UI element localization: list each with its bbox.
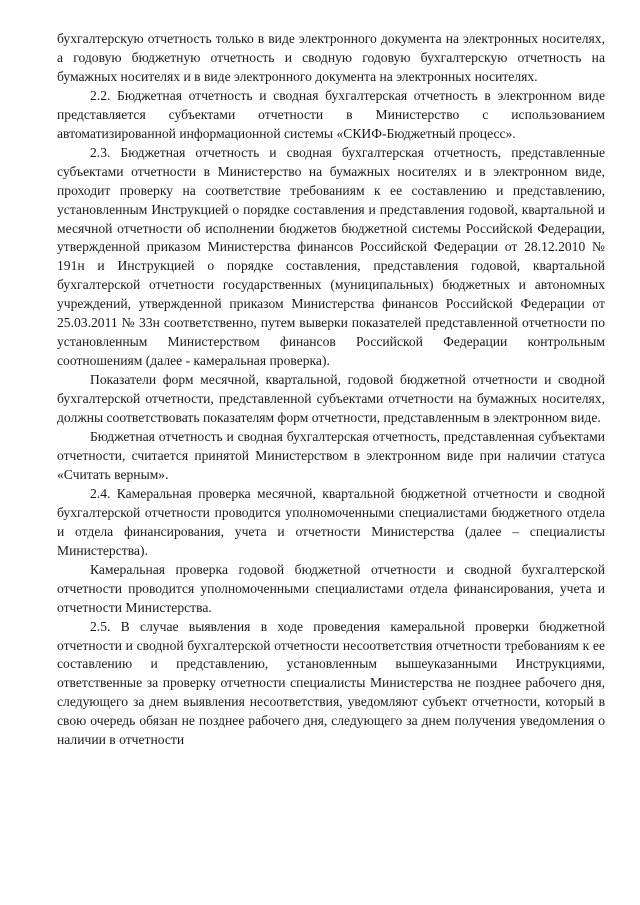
document-body [57,30,605,750]
paragraph-indicators: Показатели форм месячной, квартальной, годовой бюджетной отчетности и сводной бухгалтерской отчетности, представленной субъектами отчетности на бумажных носителях, должны соответствовать показателям форм отчетности, представленным в электронном виде. [57,372,605,426]
paragraph-acceptance: Бюджетная отчетность и сводная бухгалтерская отчетность, представленная субъектами отчетности, считается принятой Министерством в электронном виде при наличии статуса «Считать верным». [57,429,605,482]
paragraph-2-3: 2.3. Бюджетная отчетность и сводная бухгалтерская отчетность, представленные субъектами отчетности в Министерство на бумажных носителях и в электронном виде, проходит проверку на соответствие требованиям к ее составлению и представлению, установленным Инструкцией о порядке составления и представления годовой, квартальной и месячной отчетности об исполнении бюджетов бюджетной системы Российской Федерации, утвержденной приказом Министерства финансов Российской Федерации от 28.12.2010 № 191н и Инструкцией о порядке составления, представления годовой, квартальной бухгалтерской отчетности государственных (муниципальных) бюджетных и автономных учреждений, утвержденной приказом Министерства финансов Российской Федерации от 25.03.2011 № 33н соответственно, путем выверки показателей представленной отчетности по установленным Министерством финансов Российской Федерации контрольным соотношениям (далее - камеральная проверка). [57,144,605,369]
paragraph-2-4: 2.4. Камеральная проверка месячной, квартальной бюджетной отчетности и сводной бухгалтерской отчетности проводится уполномоченными специалистами бюджетного отдела и отдела финансирования, учета и отчетности Министерства (далее – специалисты Министерства). [57,485,605,558]
paragraph-1: бухгалтерскую отчетность только в виде электронного документа на электронных носителях, а годовую бюджетную отчетность и сводную годовую бухгалтерскую отчетность на бумажных носителях и в виде электронного документа на электронных носителях. [57,31,605,84]
paragraph-2-2: 2.2. Бюджетная отчетность и сводная бухгалтерская отчетность в электронном виде представляется субъектами отчетности в Министерство с использованием автоматизированной информационной системы «СКИФ-Бюджетный процесс». [57,87,605,141]
paragraph-annual-check: Камеральная проверка годовой бюджетной отчетности и сводной бухгалтерской отчетности проводится уполномоченными специалистами отдела финансирования, учета и отчетности Министерства. [57,561,605,615]
paragraph-2-5: 2.5. В случае выявления в ходе проведения камеральной проверки бюджетной отчетности и сводной бухгалтерской отчетности несоответствия отчетности требованиям к ее составлению и представлению, установленным вышеуказанными Инструкциями, ответственные за проверку отчетности специалисты Министерства не позднее рабочего дня, следующего за днем выявления несоответствия, уведомляют субъект отчетности, который в свою очередь обязан не позднее рабочего дня, следующего за днем получения уведомления о наличии в отчетности [57,618,605,748]
